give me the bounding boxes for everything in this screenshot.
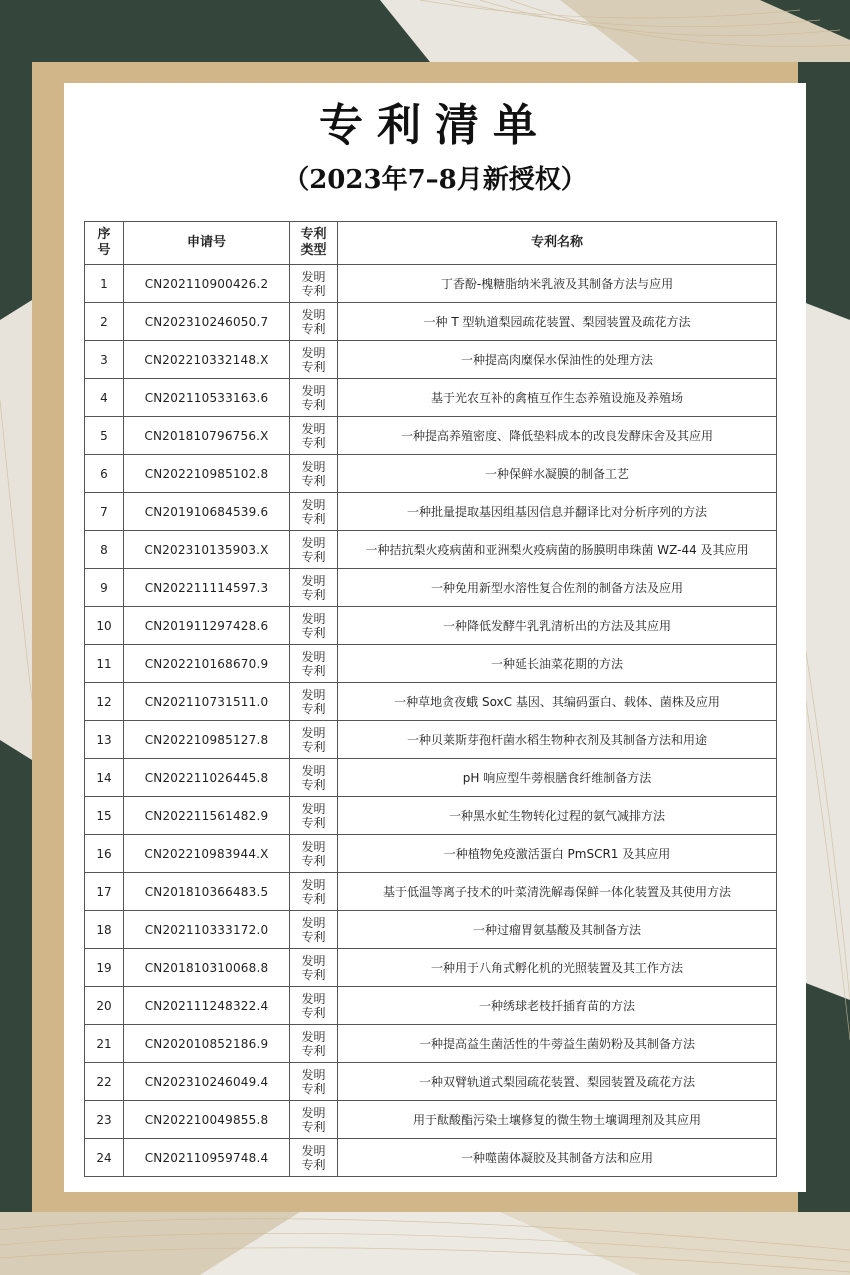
table-row	[85, 265, 777, 303]
table-row	[85, 683, 777, 721]
table-row	[85, 911, 777, 949]
cell-application-no: CN201810796756.X	[124, 417, 290, 455]
cell-no: 8	[85, 531, 124, 569]
cell-patent-type: 发明 专利	[290, 911, 338, 949]
cell-patent-name: 一种提高肉糜保水保油性的处理方法	[338, 341, 777, 379]
cell-no: 6	[85, 455, 124, 493]
cell-application-no: CN202110731511.0	[124, 683, 290, 721]
cell-no: 20	[85, 987, 124, 1025]
cell-application-no: CN201810310068.8	[124, 949, 290, 987]
cell-application-no: CN201911297428.6	[124, 607, 290, 645]
cell-patent-type: 发明 专利	[290, 1063, 338, 1101]
table-row	[85, 645, 777, 683]
cell-patent-type: 发明 专利	[290, 531, 338, 569]
cell-application-no: CN202110900426.2	[124, 265, 290, 303]
cell-patent-type: 发明 专利	[290, 607, 338, 645]
cell-application-no: CN202210985127.8	[124, 721, 290, 759]
cell-patent-name: 一种草地贪夜蛾 SoxC 基因、其编码蛋白、载体、菌株及应用	[338, 683, 777, 721]
cell-application-no: CN202310246049.4	[124, 1063, 290, 1101]
table-row	[85, 797, 777, 835]
table-row	[85, 1063, 777, 1101]
page-subtitle: （2023年7–8月新授权）	[283, 165, 587, 195]
cell-patent-name: 基于光农互补的禽植互作生态养殖设施及养殖场	[338, 379, 777, 417]
cell-patent-type: 发明 专利	[290, 379, 338, 417]
cell-patent-name: 丁香酚-槐糖脂纳米乳液及其制备方法与应用	[338, 265, 777, 303]
cell-application-no: CN202310135903.X	[124, 531, 290, 569]
cell-patent-name: 一种贝莱斯芽孢杆菌水稻生物种衣剂及其制备方法和用途	[338, 721, 777, 759]
cell-no: 4	[85, 379, 124, 417]
table-row	[85, 721, 777, 759]
cell-patent-type: 发明 专利	[290, 645, 338, 683]
cell-patent-type: 发明 专利	[290, 569, 338, 607]
table-row	[85, 455, 777, 493]
cell-application-no: CN202210983944.X	[124, 835, 290, 873]
cell-no: 23	[85, 1101, 124, 1139]
cell-no: 17	[85, 873, 124, 911]
cell-application-no: CN202210168670.9	[124, 645, 290, 683]
cell-application-no: CN202211026445.8	[124, 759, 290, 797]
cell-patent-name: 用于酞酸酯污染土壤修复的微生物土壤调理剂及其应用	[338, 1101, 777, 1139]
cell-patent-name: pH 响应型牛蒡根膳食纤维制备方法	[338, 759, 777, 797]
table-row	[85, 873, 777, 911]
cell-application-no: CN202110959748.4	[124, 1139, 290, 1177]
cell-no: 18	[85, 911, 124, 949]
table-row	[85, 1025, 777, 1063]
cell-application-no: CN201810366483.5	[124, 873, 290, 911]
cell-patent-type: 发明 专利	[290, 759, 338, 797]
header-application-no: 申请号	[124, 222, 290, 265]
cell-no: 2	[85, 303, 124, 341]
cell-application-no: CN202310246050.7	[124, 303, 290, 341]
table-row	[85, 493, 777, 531]
table-row	[85, 417, 777, 455]
cell-patent-name: 一种植物免疫激活蛋白 PmSCR1 及其应用	[338, 835, 777, 873]
cell-no: 5	[85, 417, 124, 455]
cell-no: 12	[85, 683, 124, 721]
table-row	[85, 303, 777, 341]
table-row	[85, 759, 777, 797]
header-patent-type: 专利 类型	[290, 222, 338, 265]
table-row	[85, 949, 777, 987]
cell-no: 13	[85, 721, 124, 759]
cell-application-no: CN202111248322.4	[124, 987, 290, 1025]
cell-patent-name: 基于低温等离子技术的叶菜清洗解毒保鲜一体化装置及其使用方法	[338, 873, 777, 911]
cell-no: 22	[85, 1063, 124, 1101]
cell-patent-type: 发明 专利	[290, 987, 338, 1025]
cell-patent-name: 一种 T 型轨道梨园疏花装置、梨园装置及疏花方法	[338, 303, 777, 341]
cell-patent-type: 发明 专利	[290, 417, 338, 455]
table-header-row	[85, 222, 777, 265]
cell-patent-name: 一种过瘤胃氨基酸及其制备方法	[338, 911, 777, 949]
cell-patent-name: 一种噬菌体凝胶及其制备方法和应用	[338, 1139, 777, 1177]
cell-patent-name: 一种双臂轨道式梨园疏花装置、梨园装置及疏花方法	[338, 1063, 777, 1101]
cell-no: 7	[85, 493, 124, 531]
table-row	[85, 1139, 777, 1177]
cell-patent-name: 一种保鲜水凝膜的制备工艺	[338, 455, 777, 493]
patent-table	[84, 221, 777, 1177]
header-no: 序 号	[85, 222, 124, 265]
cell-patent-type: 发明 专利	[290, 265, 338, 303]
cell-patent-name: 一种黑水虻生物转化过程的氨气减排方法	[338, 797, 777, 835]
cell-patent-type: 发明 专利	[290, 1139, 338, 1177]
cell-no: 16	[85, 835, 124, 873]
header-patent-name: 专利名称	[338, 222, 777, 265]
cell-application-no: CN202211114597.3	[124, 569, 290, 607]
cell-patent-type: 发明 专利	[290, 455, 338, 493]
table-row	[85, 1101, 777, 1139]
cell-no: 19	[85, 949, 124, 987]
table-row	[85, 835, 777, 873]
cell-patent-type: 发明 专利	[290, 949, 338, 987]
cell-application-no: CN202010852186.9	[124, 1025, 290, 1063]
cell-patent-type: 发明 专利	[290, 493, 338, 531]
cell-patent-type: 发明 专利	[290, 873, 338, 911]
cell-no: 15	[85, 797, 124, 835]
table-row	[85, 341, 777, 379]
cell-patent-name: 一种降低发酵牛乳乳清析出的方法及其应用	[338, 607, 777, 645]
cell-patent-type: 发明 专利	[290, 1101, 338, 1139]
cell-no: 11	[85, 645, 124, 683]
table-row	[85, 531, 777, 569]
cell-patent-type: 发明 专利	[290, 683, 338, 721]
cell-patent-type: 发明 专利	[290, 341, 338, 379]
page-title: 专利清单	[319, 100, 551, 151]
table-row	[85, 379, 777, 417]
cell-patent-type: 发明 专利	[290, 797, 338, 835]
cell-application-no: CN202210332148.X	[124, 341, 290, 379]
cell-no: 9	[85, 569, 124, 607]
cell-application-no: CN202211561482.9	[124, 797, 290, 835]
cell-patent-name: 一种提高养殖密度、降低垫料成本的改良发酵床舍及其应用	[338, 417, 777, 455]
cell-patent-name: 一种提高益生菌活性的牛蒡益生菌奶粉及其制备方法	[338, 1025, 777, 1063]
cell-application-no: CN201910684539.6	[124, 493, 290, 531]
cell-no: 1	[85, 265, 124, 303]
cell-patent-name: 一种免用新型水溶性复合佐剂的制备方法及应用	[338, 569, 777, 607]
cell-no: 3	[85, 341, 124, 379]
cell-patent-type: 发明 专利	[290, 721, 338, 759]
cell-application-no: CN202210985102.8	[124, 455, 290, 493]
cell-application-no: CN202110333172.0	[124, 911, 290, 949]
cell-no: 21	[85, 1025, 124, 1063]
cell-patent-name: 一种拮抗梨火疫病菌和亚洲梨火疫病菌的肠膜明串珠菌 WZ-44 及其应用	[338, 531, 777, 569]
cell-application-no: CN202110533163.6	[124, 379, 290, 417]
cell-patent-type: 发明 专利	[290, 835, 338, 873]
cell-no: 24	[85, 1139, 124, 1177]
table-row	[85, 607, 777, 645]
cell-patent-name: 一种用于八角式孵化机的光照装置及其工作方法	[338, 949, 777, 987]
cell-application-no: CN202210049855.8	[124, 1101, 290, 1139]
cell-no: 10	[85, 607, 124, 645]
cell-patent-type: 发明 专利	[290, 1025, 338, 1063]
cell-no: 14	[85, 759, 124, 797]
cell-patent-type: 发明 专利	[290, 303, 338, 341]
cell-patent-name: 一种绣球老枝扦插育苗的方法	[338, 987, 777, 1025]
cell-patent-name: 一种批量提取基因组基因信息并翻译比对分析序列的方法	[338, 493, 777, 531]
cell-patent-name: 一种延长油菜花期的方法	[338, 645, 777, 683]
table-row	[85, 987, 777, 1025]
table-row	[85, 569, 777, 607]
